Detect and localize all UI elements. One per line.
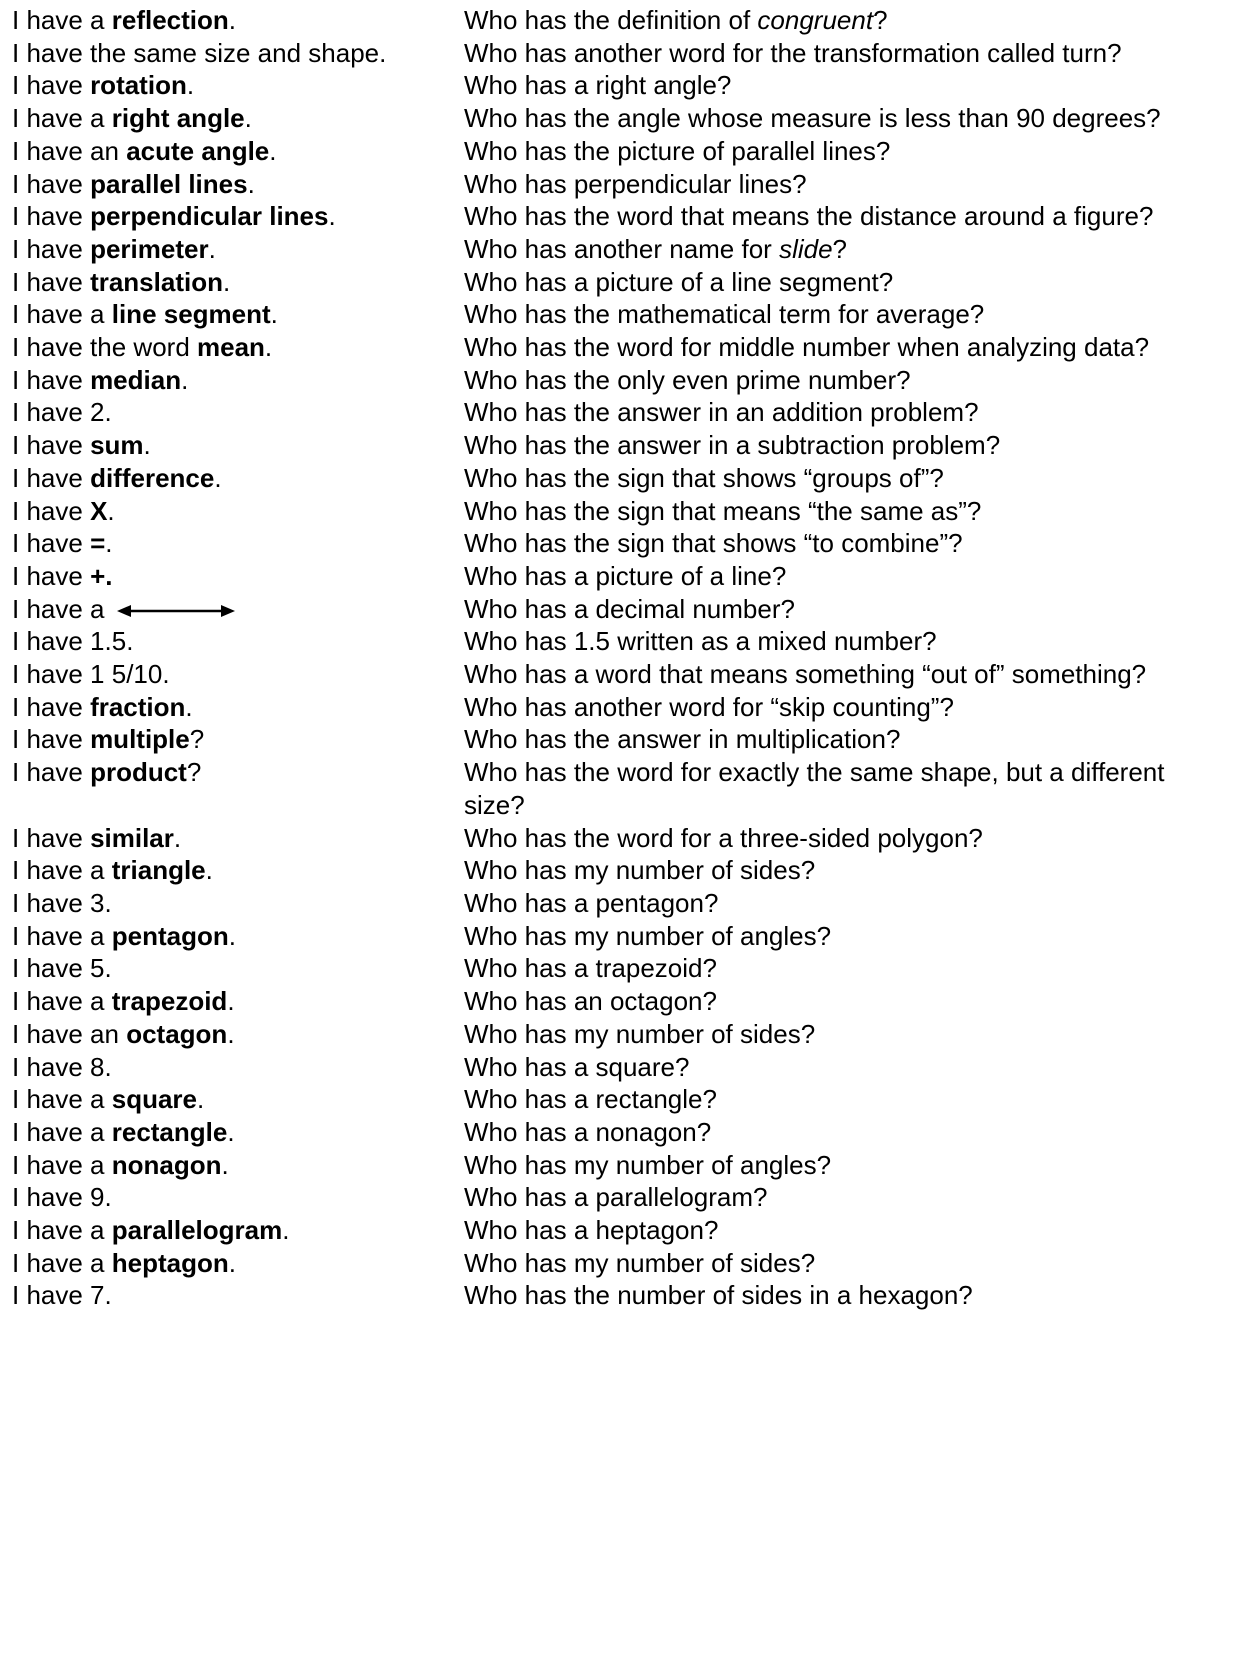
card-row	[12, 102, 1232, 135]
who-has-cell	[464, 985, 1232, 1018]
term-bold: sum	[90, 430, 144, 461]
i-have-cell	[12, 1181, 464, 1214]
who-has-cell	[464, 920, 1232, 953]
term-bold: median	[90, 364, 182, 395]
text-segment: Who has a square?	[464, 1051, 690, 1082]
text-segment: Who has the word that means the distance around a figure?	[464, 201, 1154, 232]
card-row	[12, 887, 1232, 920]
text-segment: Who has the mathematical term for average?	[464, 299, 985, 330]
text-segment: .	[221, 1149, 229, 1180]
text-segment: .	[228, 5, 236, 35]
card-row	[12, 37, 1232, 70]
text-segment: I have	[12, 528, 91, 559]
who-has-cell	[464, 168, 1232, 201]
who-has-cell	[464, 396, 1232, 429]
card-row	[12, 1083, 1232, 1116]
text-segment: Who has the definition of	[464, 5, 758, 35]
term-bold: pentagon	[111, 920, 229, 951]
term-italic: congruent	[757, 5, 874, 35]
who-has-cell	[464, 691, 1232, 724]
text-segment: I have the word	[12, 332, 197, 363]
text-segment: ?	[189, 724, 205, 755]
card-row	[12, 822, 1232, 855]
i-have-cell	[12, 1051, 464, 1084]
text-segment: .	[185, 691, 193, 722]
i-have-cell	[12, 1149, 464, 1182]
card-row	[12, 429, 1232, 462]
i-have-cell	[12, 168, 464, 201]
card-row	[12, 1051, 1232, 1084]
who-has-cell	[464, 429, 1232, 462]
text-segment: .	[143, 430, 151, 461]
text-segment: Who has my number of angles?	[464, 1149, 832, 1180]
card-row	[12, 1181, 1232, 1214]
i-have-cell	[12, 1279, 464, 1312]
text-segment: .	[264, 332, 273, 363]
term-bold: mean	[197, 332, 265, 363]
i-have-cell	[12, 920, 464, 953]
who-has-cell	[464, 1018, 1232, 1051]
text-segment: I have a	[12, 593, 105, 624]
i-have-cell	[12, 887, 464, 920]
card-row	[12, 135, 1232, 168]
text-segment: Who has another word for “skip counting”?	[464, 691, 954, 722]
i-have-cell	[12, 396, 464, 429]
text-segment: .	[222, 266, 231, 297]
who-has-cell	[464, 625, 1232, 658]
text-segment: Who has the answer in multiplication?	[464, 724, 901, 755]
i-have-cell	[12, 200, 464, 233]
i-have-cell	[12, 37, 464, 70]
text-segment: Who has a nonagon?	[464, 1116, 712, 1147]
text-segment: .	[228, 1247, 236, 1278]
card-row	[12, 952, 1232, 985]
text-segment: I have	[12, 266, 91, 297]
text-segment: I have 5.	[12, 953, 112, 984]
term-bold: multiple	[90, 724, 190, 755]
i-have-cell	[12, 1083, 464, 1116]
text-segment: .	[107, 495, 115, 526]
card-row	[12, 854, 1232, 887]
text-segment: I have a	[12, 855, 112, 886]
text-segment: Who has the answer in an addition problem?	[464, 397, 979, 428]
i-have-cell	[12, 1116, 464, 1149]
text-segment: Who has the answer in a subtraction problem?	[464, 430, 1001, 461]
card-row	[12, 1149, 1232, 1182]
who-has-cell	[464, 298, 1232, 331]
text-segment: Who has the only even prime number?	[464, 364, 911, 395]
card-row	[12, 1018, 1232, 1051]
card-row	[12, 396, 1232, 429]
term-bold: translation	[90, 266, 223, 297]
who-has-cell	[464, 1116, 1232, 1149]
text-segment: I have	[12, 724, 91, 755]
card-row	[12, 593, 1232, 626]
term-bold: parallelogram	[111, 1215, 283, 1246]
text-segment: .	[247, 168, 255, 199]
who-has-cell	[464, 69, 1232, 102]
who-has-cell	[464, 200, 1232, 233]
text-segment: Who has the sign that means “the same as”?	[464, 495, 982, 526]
text-segment: Who has perpendicular lines?	[464, 168, 807, 199]
who-has-cell	[464, 4, 1232, 37]
who-has-cell	[464, 1247, 1232, 1280]
term-bold: trapezoid	[111, 986, 228, 1017]
who-has-cell	[464, 952, 1232, 985]
text-segment: I have	[12, 201, 91, 232]
text-segment: Who has my number of sides?	[464, 1018, 816, 1049]
card-row	[12, 233, 1232, 266]
card-row	[12, 723, 1232, 756]
card-row	[12, 1279, 1232, 1312]
text-segment: .	[270, 299, 278, 330]
text-segment: I have the same size and shape.	[12, 37, 387, 68]
who-has-cell	[464, 1083, 1232, 1116]
text-segment: .	[208, 233, 216, 264]
card-row	[12, 69, 1232, 102]
card-row	[12, 331, 1232, 364]
who-has-cell	[464, 1214, 1232, 1247]
text-segment: I have	[12, 495, 91, 526]
text-segment: Who has another word for the transformation called turn?	[464, 37, 1122, 68]
card-row	[12, 985, 1232, 1018]
card-row	[12, 560, 1232, 593]
text-segment: .	[328, 201, 336, 232]
text-segment: .	[214, 462, 222, 493]
who-has-cell	[464, 37, 1232, 70]
text-segment: I have	[12, 691, 91, 722]
text-segment: .	[227, 1116, 235, 1147]
text-segment: I have a	[12, 1215, 112, 1246]
who-has-cell	[464, 102, 1232, 135]
term-bold: line segment	[111, 299, 271, 330]
text-segment: .	[173, 822, 182, 853]
text-segment: I have a	[12, 1149, 112, 1180]
text-segment: I have a	[12, 103, 112, 134]
text-segment: I have 9.	[12, 1182, 112, 1213]
who-has-cell	[464, 233, 1232, 266]
text-segment: .	[186, 70, 195, 101]
i-have-cell	[12, 331, 464, 364]
card-row	[12, 625, 1232, 658]
card-row	[12, 527, 1232, 560]
text-segment: Who has the number of sides in a hexagon?	[464, 1280, 973, 1311]
double-arrow-line-icon	[117, 604, 235, 618]
text-segment: Who has a trapezoid?	[464, 953, 717, 984]
text-segment: Who has my number of sides?	[464, 855, 816, 886]
text-segment: I have 7.	[12, 1280, 112, 1311]
i-have-cell	[12, 69, 464, 102]
i-have-cell	[12, 298, 464, 331]
i-have-cell	[12, 1214, 464, 1247]
text-segment: I have	[12, 364, 91, 395]
text-segment: .	[197, 1084, 205, 1115]
text-segment: I have a	[12, 920, 112, 951]
who-has-cell	[464, 364, 1232, 397]
term-bold: difference	[90, 462, 215, 493]
i-have-cell	[12, 135, 464, 168]
who-has-cell	[464, 854, 1232, 887]
i-have-cell	[12, 985, 464, 1018]
text-segment: I have	[12, 822, 91, 853]
who-has-cell	[464, 1149, 1232, 1182]
text-segment: Who has a decimal number?	[464, 593, 795, 624]
text-segment: ?	[832, 233, 848, 264]
i-have-cell	[12, 266, 464, 299]
text-segment: .	[105, 528, 113, 559]
text-segment: Who has my number of angles?	[464, 920, 832, 951]
who-has-cell	[464, 887, 1232, 920]
i-have-cell	[12, 364, 464, 397]
i-have-cell	[12, 822, 464, 855]
text-segment: I have 3.	[12, 887, 112, 918]
text-segment: I have a	[12, 299, 112, 330]
i-have-cell	[12, 527, 464, 560]
text-segment: Who has the picture of parallel lines?	[464, 135, 891, 166]
term-bold: triangle	[111, 855, 206, 886]
text-segment: Who has a picture of a line segment?	[464, 266, 894, 297]
who-has-cell	[464, 756, 1232, 821]
card-row	[12, 168, 1232, 201]
text-segment: Who has the sign that shows “to combine”?	[464, 528, 963, 559]
text-segment: Who has the word for exactly the same shape, but a different size?	[464, 757, 1165, 820]
who-has-cell	[464, 1279, 1232, 1312]
text-segment: I have	[12, 70, 91, 101]
card-row	[12, 1116, 1232, 1149]
term-bold: right angle	[111, 103, 245, 134]
i-have-cell	[12, 4, 464, 37]
text-segment: .	[227, 1018, 235, 1049]
text-segment: I have 8.	[12, 1051, 112, 1082]
text-segment: Who has another name for	[464, 233, 780, 264]
text-segment: Who has an octagon?	[464, 986, 717, 1017]
i-have-cell	[12, 658, 464, 691]
card-row	[12, 266, 1232, 299]
term-bold: square	[111, 1084, 197, 1115]
text-segment: Who has a picture of a line?	[464, 560, 787, 591]
text-segment: I have a	[12, 1247, 112, 1278]
card-row	[12, 364, 1232, 397]
card-row	[12, 658, 1232, 691]
text-segment: Who has a pentagon?	[464, 887, 719, 918]
who-has-cell	[464, 135, 1232, 168]
text-segment: .	[269, 135, 277, 166]
text-segment: I have	[12, 430, 91, 461]
who-has-cell	[464, 1051, 1232, 1084]
i-have-cell	[12, 854, 464, 887]
i-have-cell	[12, 723, 464, 756]
who-has-cell	[464, 658, 1232, 691]
text-segment: .	[205, 855, 213, 886]
i-have-cell	[12, 495, 464, 528]
term-bold: X	[90, 495, 108, 526]
card-row	[12, 1247, 1232, 1280]
i-have-cell	[12, 593, 464, 626]
who-has-cell	[464, 331, 1232, 364]
card-list	[12, 4, 1232, 1312]
text-segment: Who has a parallelogram?	[464, 1182, 768, 1213]
i-have-cell	[12, 625, 464, 658]
i-have-cell	[12, 1247, 464, 1280]
term-bold: octagon	[126, 1018, 228, 1049]
term-bold: reflection	[111, 5, 229, 35]
text-segment: I have	[12, 462, 91, 493]
who-has-cell	[464, 266, 1232, 299]
term-bold: heptagon	[111, 1247, 229, 1278]
text-segment: Who has a heptagon?	[464, 1215, 719, 1246]
term-italic: slide	[779, 233, 833, 264]
term-bold: rotation	[90, 70, 187, 101]
i-have-cell	[12, 102, 464, 135]
text-segment: I have	[12, 168, 91, 199]
card-row	[12, 920, 1232, 953]
i-have-cell	[12, 429, 464, 462]
card-row	[12, 756, 1232, 821]
text-segment: .	[228, 920, 236, 951]
i-have-cell	[12, 756, 464, 789]
text-segment: Who has the word for a three-sided polygon?	[464, 822, 983, 853]
who-has-cell	[464, 593, 1232, 626]
text-segment: I have	[12, 560, 91, 591]
text-segment: Who has my number of sides?	[464, 1247, 816, 1278]
term-bold: nonagon	[111, 1149, 222, 1180]
card-row	[12, 298, 1232, 331]
card-row	[12, 495, 1232, 528]
text-segment: I have 2.	[12, 397, 112, 428]
text-segment: .	[181, 364, 189, 395]
text-segment: Who has the word for middle number when analyzing data?	[464, 332, 1150, 363]
who-has-cell	[464, 723, 1232, 756]
term-bold: perimeter	[90, 233, 209, 264]
text-segment: Who has the angle whose measure is less than 90 degrees?	[464, 103, 1161, 134]
i-have-cell	[12, 691, 464, 724]
who-has-cell	[464, 822, 1232, 855]
text-segment: Who has 1.5 written as a mixed number?	[464, 626, 937, 657]
text-segment: Who has the sign that shows “groups of”?	[464, 462, 944, 493]
i-have-cell	[12, 233, 464, 266]
term-bold: perpendicular lines	[90, 201, 329, 232]
who-has-cell	[464, 495, 1232, 528]
card-row	[12, 4, 1232, 37]
term-bold: similar	[90, 822, 174, 853]
who-has-cell	[464, 1181, 1232, 1214]
text-segment: .	[282, 1215, 290, 1246]
text-segment: .	[227, 986, 235, 1017]
who-has-cell	[464, 527, 1232, 560]
text-segment: I have a	[12, 5, 112, 35]
i-have-cell	[12, 952, 464, 985]
i-have-cell	[12, 560, 464, 593]
i-have-cell	[12, 1018, 464, 1051]
term-bold: =	[90, 528, 106, 559]
text-segment: .	[244, 103, 252, 134]
card-row	[12, 462, 1232, 495]
text-segment: Who has a word that means something “out of” something?	[464, 659, 1147, 690]
text-segment: ?	[186, 757, 202, 788]
text-segment: ?	[873, 5, 888, 35]
text-segment: I have an	[12, 135, 127, 166]
text-segment: I have a	[12, 986, 112, 1017]
i-have-cell	[12, 462, 464, 495]
term-bold: +.	[90, 560, 113, 591]
text-segment: I have 1.5.	[12, 626, 134, 657]
who-has-cell	[464, 560, 1232, 593]
text-segment: I have a	[12, 1084, 112, 1115]
term-bold: rectangle	[111, 1116, 228, 1147]
card-row	[12, 200, 1232, 233]
card-row	[12, 691, 1232, 724]
text-segment: I have 1 5/10.	[12, 659, 170, 690]
card-row	[12, 1214, 1232, 1247]
term-bold: parallel lines	[90, 168, 248, 199]
term-bold: fraction	[90, 691, 186, 722]
term-bold: acute angle	[126, 135, 270, 166]
text-segment: Who has a right angle?	[464, 70, 732, 101]
who-has-cell	[464, 462, 1232, 495]
term-bold: product	[90, 757, 187, 788]
text-segment: I have an	[12, 1018, 127, 1049]
text-segment: Who has a rectangle?	[464, 1084, 717, 1115]
text-segment: I have a	[12, 1116, 112, 1147]
text-segment: I have	[12, 233, 91, 264]
text-segment: I have	[12, 757, 91, 788]
